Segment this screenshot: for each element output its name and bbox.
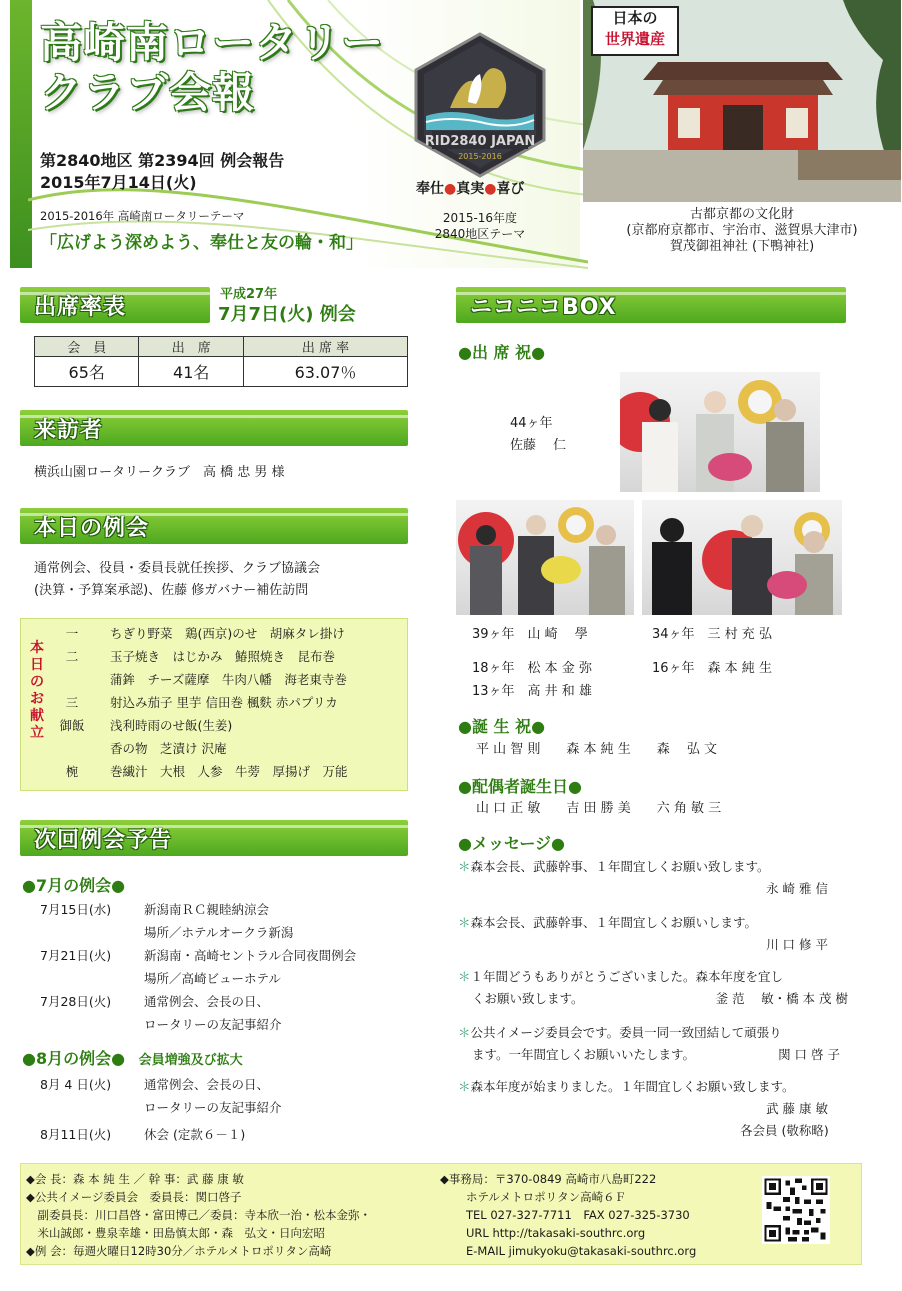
title-line-2: クラブ会報 [40, 68, 256, 117]
list-item [52, 737, 402, 760]
today-program [34, 558, 320, 602]
message-signature: 釜 范 敏・橋 本 茂 樹 [715, 991, 848, 1006]
message-text-cont: くお願い致します。 [472, 991, 584, 1006]
menu-course: 一 [65, 626, 79, 641]
meeting-date: 2015年7月14日(火) [40, 173, 197, 192]
schedule-date: 8月 4 日(火) [40, 1077, 112, 1092]
group-photo-illustration [620, 372, 820, 492]
present-count: 41名 [139, 357, 243, 387]
celebration-photo-2 [456, 500, 634, 615]
footer-right [440, 1170, 696, 1260]
schedule-venue: 場所／高崎ビューホテル [144, 971, 281, 986]
section-title: 来訪者 [34, 418, 104, 443]
club-theme: 「広げよう深めよう、奉仕と友の輪・和」 [40, 233, 363, 253]
schedule-event: 新潟南ＲＣ親睦納涼会 [144, 902, 270, 917]
message-text: 森本会長、武藤幹事、１年間宜しくお願い致します。 [470, 859, 770, 874]
footer-committee-members-2: 米山誠郎・豊泉幸雄・田島慎太郎・森 弘文・日向宏昭 [26, 1226, 325, 1240]
message-list [458, 856, 848, 1122]
members-count: 65名 [35, 357, 139, 387]
caption-line-3: 賀茂御祖神社 (下鴨神社) [669, 239, 815, 254]
message-text: 森本年度が始まりました。１年間宜しくお願い致します。 [470, 1079, 795, 1094]
motto-word-3: 喜び [496, 181, 525, 197]
footer-officers: ◆会 長：森 本 純 生 ／ 幹 事：武 藤 康 敏 [26, 1172, 244, 1186]
schedule-venue: 場所／ホテルオークラ新潟 [144, 925, 294, 940]
menu-dish: 蒲鉾 チーズ薩摩 牛肉八幡 海老東寺巻 [110, 672, 347, 687]
attendance-celebrant-6: 13ヶ年 高 井 和 雄 [472, 684, 592, 699]
table-row [35, 357, 408, 387]
message-signature: 武 藤 康 敏 [766, 1101, 828, 1116]
schedule-venue: ロータリーの友記事紹介 [144, 1017, 282, 1032]
attendance-meeting-date: 7月7日(火) 例会 [218, 304, 356, 325]
list-item [40, 990, 420, 1036]
district-motto [416, 178, 524, 198]
heritage-tag-line-1: 日本の [612, 9, 658, 27]
section-title: 次回例会予告 [34, 828, 173, 853]
district-theme [420, 210, 540, 242]
schedule-date: 7月15日(水) [40, 902, 112, 917]
message-text: 公共イメージ委員会です。委員一同一致団結して頑張り [470, 1025, 782, 1040]
menu-side-char: の [30, 674, 44, 690]
asterisk-icon: ＊ [458, 1079, 471, 1094]
schedule-event: 通常例会、会長の日、 [144, 994, 270, 1009]
header-members: 会 員 [35, 337, 139, 357]
menu-side-label [26, 640, 48, 742]
celebrant-years: 44ヶ年 [510, 416, 553, 431]
asterisk-icon: ＊ [458, 969, 471, 984]
august-meetings-heading [22, 1046, 243, 1069]
list-item [458, 912, 848, 966]
message-text-cont: ます。一年間宜しくお願いいたします。 [472, 1047, 696, 1062]
motto-dot: ● [444, 181, 457, 197]
menu-side-char: 献 [30, 708, 44, 724]
celebrant-name: 佐藤 仁 [510, 438, 567, 453]
attendance-era-year: 平成27年 [220, 287, 278, 302]
schedule-event: 休会 (定款６－１) [144, 1127, 246, 1142]
august-schedule [40, 1073, 420, 1146]
birthday-names: 平 山 智 則 森 本 純 生 森 弘 文 [476, 742, 718, 757]
attendance-table [34, 336, 408, 387]
attendance-celebrant-1 [510, 413, 566, 457]
menu-dish: 浅利時雨のせ飯(生姜) [110, 718, 233, 733]
list-item [458, 966, 848, 1022]
badge-years: 2015-2016 [458, 152, 502, 161]
menu-course: 椀 [65, 764, 79, 779]
caption-line-1: 古都京都の文化財 [689, 207, 794, 222]
message-text: 森本会長、武藤幹事、１年間宜しくお願いします。 [470, 915, 758, 930]
menu-dish: 香の物 芝漬け 沢庵 [110, 741, 227, 756]
today-line-1: 通常例会、役員・委員長就任挨拶、クラブ協議会 [34, 561, 321, 576]
list-item [40, 1123, 420, 1146]
menu-dish: ちぎり野菜 鶏(西京)のせ 胡麻タレ掛け [110, 626, 345, 641]
meeting-info [40, 150, 284, 194]
menu-course: 御飯 [59, 718, 85, 733]
footer-office-building: ホテルメトロポリタン高崎６Ｆ [466, 1190, 627, 1204]
footer-committee: ◆公共イメージ委員会 委員長：関口啓子 [26, 1190, 242, 1204]
world-heritage-tag [591, 6, 679, 56]
asterisk-icon: ＊ [458, 915, 471, 930]
spouse-birthday-heading: ●配偶者誕生日● [458, 777, 582, 796]
footer-office-address: ◆事務局：〒370-0849 高崎市八島町222 [440, 1172, 657, 1186]
asterisk-icon: ＊ [458, 859, 471, 874]
menu-side-char: 本 [30, 640, 44, 656]
header-rate: 出 席 率 [243, 337, 407, 357]
menu-dish: 巻繊汁 大根 人参 牛蒡 厚揚げ 万能 [110, 764, 348, 779]
title-line-1: 高崎南ロータリー [40, 18, 385, 67]
list-item [52, 668, 402, 691]
schedule-event: 新潟南・高崎セントラル合同夜間例会 [144, 948, 357, 963]
shrine-caption [583, 207, 901, 255]
list-item [40, 1073, 420, 1123]
qr-code-icon[interactable] [762, 1176, 830, 1244]
list-item [458, 1022, 848, 1076]
list-item [52, 622, 402, 645]
section-title: 本日の例会 [34, 516, 150, 541]
today-line-2: (決算・予算案承認)、佐藤 修ガバナー補佐訪問 [34, 583, 309, 598]
attendance-rate: 63.07％ [243, 357, 407, 387]
message-signature: 川 口 修 平 [766, 937, 828, 952]
menu-course: 二 [65, 649, 79, 664]
july-schedule [40, 898, 420, 1036]
club-theme-label: 2015-2016年 高崎南ロータリーテーマ [40, 209, 245, 223]
attendance-celebrant-3: 34ヶ年 三 村 充 弘 [652, 627, 772, 642]
caption-line-2: (京都府京都市、宇治市、滋賀県大津市) [626, 223, 858, 238]
footer-left [26, 1170, 371, 1260]
list-item [458, 856, 848, 912]
menu-side-char: お [30, 691, 44, 707]
schedule-detail: ロータリーの友記事紹介 [144, 1100, 282, 1115]
list-item [458, 1076, 848, 1122]
table-header-row [35, 337, 408, 357]
menu-side-char: 日 [30, 657, 44, 673]
schedule-date: 7月21日(火) [40, 948, 112, 963]
menu-dish: 射込み茄子 里芋 信田巻 楓麩 赤パプリカ [110, 695, 338, 710]
celebration-photo-3 [642, 500, 842, 615]
today-section-header [20, 508, 408, 544]
footer-committee-members-1: 副委員長：川口昌啓・富田博己／委員：寺本欣一治・松本金弥・ [26, 1208, 371, 1222]
message-signature: 永 崎 雅 信 [766, 881, 828, 896]
messages-heading: ●メッセージ● [458, 834, 565, 853]
celebration-photo-1 [620, 372, 820, 492]
list-item [52, 714, 402, 737]
july-meetings-heading: ●7月の例会● [22, 876, 126, 895]
section-title: ニコニコBOX [470, 295, 617, 320]
footer-meeting-info: ◆例 会：毎週火曜日12時30分／ホテルメトロポリタン高崎 [26, 1244, 332, 1258]
badge-text: RID2840 JAPAN [424, 134, 536, 149]
heritage-tag-line-2: 世界遺産 [604, 30, 665, 48]
district-badge-logo [410, 30, 550, 180]
meeting-number: 第2840地区 第2394回 例会報告 [40, 151, 285, 170]
attendance-celebrant-4: 18ヶ年 松 本 金 弥 [472, 661, 592, 676]
menu-list [52, 622, 402, 787]
list-item [52, 645, 402, 668]
schedule-event: 通常例会、会長の日、 [144, 1077, 270, 1092]
motto-dot: ● [484, 181, 497, 197]
district-theme-line-1: 2015-16年度 [442, 211, 518, 225]
message-signature: 関 口 啓 子 [778, 1047, 840, 1062]
motto-word-1: 奉仕 [416, 181, 444, 197]
visitor-entry: 横浜山園ロータリークラブ 高 橋 忠 男 様 [34, 465, 285, 480]
message-text: １年間どうもありがとうございました。森本年度を宜し [470, 969, 784, 984]
asterisk-icon: ＊ [458, 1025, 471, 1040]
next-meetings-section-header [20, 820, 408, 856]
list-item [52, 760, 402, 783]
spouse-birthday-names: 山 口 正 敏 吉 田 勝 美 六 角 敏 三 [476, 801, 722, 816]
header-present: 出 席 [139, 337, 243, 357]
newsletter-title [40, 18, 384, 118]
menu-dish: 玉子焼き はじかみ 鰆照焼き 昆布巻 [110, 649, 336, 664]
footer-phone-fax: TEL 027-327-7711 FAX 027-325-3730 [466, 1208, 690, 1222]
august-heading-text: ●8月の例会● [22, 1049, 126, 1068]
niconico-box-section-header [456, 287, 846, 323]
attendance-section-header [20, 287, 210, 323]
motto-word-2: 真実 [456, 181, 485, 197]
menu-course: 三 [65, 695, 79, 710]
menu-side-char: 立 [30, 725, 44, 741]
visitors-section-header [20, 410, 408, 446]
birthday-heading: ●誕 生 祝● [458, 717, 546, 736]
list-item [40, 944, 420, 990]
attendance-celebrant-5: 16ヶ年 森 本 純 生 [652, 661, 772, 676]
list-item [52, 691, 402, 714]
group-photo-illustration [642, 500, 842, 615]
district-theme-line-2: 2840地区テーマ [434, 227, 526, 241]
attendance-celebration-heading: ●出 席 祝● [458, 343, 546, 362]
attendance-celebrant-2: 39ヶ年 山 崎 學 [472, 627, 588, 642]
schedule-date: 8月11日(火) [40, 1127, 112, 1142]
messages-closing: 各会員 (敬称略) [740, 1123, 829, 1138]
august-note: 会員増強及び拡大 [138, 1053, 243, 1068]
footer-url-link[interactable]: URL http://takasaki-southrc.org [466, 1226, 646, 1240]
schedule-date: 7月28日(火) [40, 994, 112, 1009]
list-item [40, 898, 420, 944]
group-photo-illustration [456, 500, 634, 615]
section-title: 出席率表 [34, 295, 127, 320]
footer-email-link[interactable]: E-MAIL jimukyoku@takasaki-southrc.org [466, 1244, 697, 1258]
